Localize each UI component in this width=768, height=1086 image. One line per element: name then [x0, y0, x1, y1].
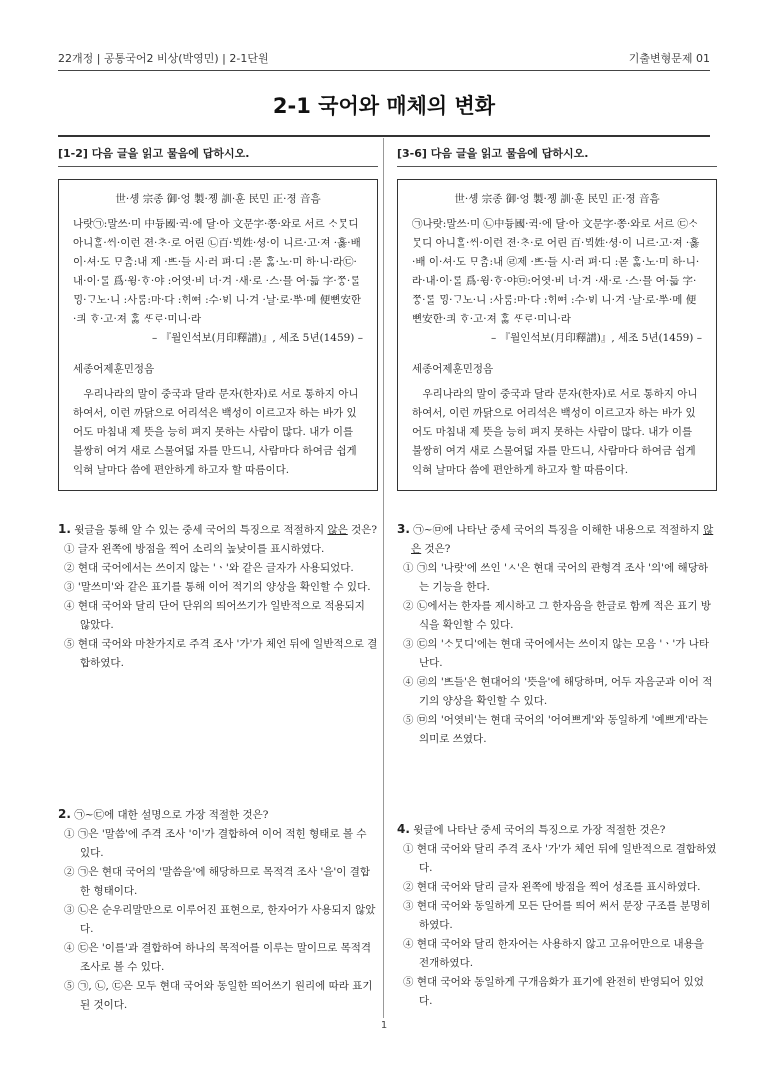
left-modern-body: 우리나라의 말이 중국과 달라 문자(한자)로 서로 통하지 아니하여서, 이런 까닭으로 어리석은 백성이 이르고자 하는 바가 있어도 마침내 제 뜻을 능히 펴지 못하는 사람이 많다. 내가 이를 불쌍히 여겨 새로 스물여덟 자를 만드니, 사람마다 하여금 쉽게 익혀 날마다 씀에 편안하게 하고자 할 따름이다.	[73, 388, 359, 476]
question-4-stem-text: 윗글에 나타난 중세 국어의 특징으로 가장 적절한 것은?	[413, 824, 666, 836]
question-2	[58, 805, 378, 1015]
right-modern-body: 우리나라의 말이 중국과 달라 문자(한자)로 서로 통하지 아니하여서, 이런 까닭으로 어리석은 백성이 이르고자 하는 바가 있어도 마침내 제 뜻을 능히 펴지 못하는 사람이 많다. 내가 이를 불쌍히 여겨 새로 스물여덟 자를 만드니, 사람마다 하여금 쉽게 익혀 날마다 씀에 편안하게 하고자 할 따름이다.	[412, 388, 698, 476]
question-3-option[interactable]: ① ㉠의 '나랏'에 쓰인 'ㅅ'은 현대 국어의 관형격 조사 '의'에 해당하는 기능을 한다.	[403, 562, 708, 593]
question-4-option[interactable]: ③ 현대 국어와 동일하게 모든 단어를 띄어 써서 문장 구조를 분명히 하였다.	[403, 900, 711, 931]
question-4-option[interactable]: ④ 현대 국어와 달리 한자어는 사용하지 않고 고유어만으로 내용을 전개하였다.	[403, 938, 704, 969]
question-2-stem-text: ㉠~㉢에 대한 설명으로 가장 적절한 것은?	[74, 809, 269, 821]
right-column	[397, 145, 717, 491]
right-passage-title: 世·솅 宗종 御·엉 製·졩 訓·훈 民민 正·졍 音흠	[454, 193, 660, 205]
question-3-option[interactable]: ⑤ ㉤의 '어엿비'는 현대 국어의 '어여쁘게'와 동일하게 '예쁘게'라는 의미로 쓰였다.	[403, 714, 709, 745]
header-rule	[58, 70, 710, 71]
question-3-option[interactable]: ④ ㉣의 'ᄠᅳ들'은 현대어의 '뜻을'에 해당하며, 어두 자음군과 이어 적기의 양상을 확인할 수 있다.	[403, 676, 713, 707]
question-3-number: 3.	[397, 522, 410, 536]
right-passage-body: ㉠나랏:말쓰·미 ㉡中듕國·귁·에 달·아 文문字·쫑·와로 서르 ㉢ᄉᆞᄆᆞᆺ디 아니ᄒᆞᆯ·ᄊᆡ·이런 젼·ᄎᆞ·로 어린 百·ᄇᆡᆨ姓·셩·이 니르·고·져 ·홇·배 이·셔·도 ᄆᆞᄎᆞᆷ:내 ㉣제 ·ᄠᅳ·들 시·러 펴·디 :몯 ᄒᆞᇙ·노·미 하·니·라·내·이·ᄅᆞᆯ 爲·윙·ᄒᆞ·야㉤:어엿·비 너·겨 ·새·로 ·스·믈 여·듧 字·ᄍᆞᆼ·ᄅᆞᆯ ᄆᆡᆼ·ᄀᆞ노·니 :사ᄅᆞᆷ:마·다 :ᄒᆡᅇᅧ :수·ᄫᅵ 니·겨 ·날·로·ᄡᅮ·메 便뼌安ᅙᅡᆫ·킈 ᄒᆞ·고·져 ᄒᆞᇙ ᄯᆞᄅᆞ·미니·라	[412, 218, 700, 325]
question-2-number: 2.	[58, 807, 71, 821]
left-column	[58, 145, 378, 491]
column-divider	[383, 138, 384, 1018]
question-4-option[interactable]: ⑤ 현대 국어와 동일하게 구개음화가 표기에 완전히 반영되어 있었다.	[403, 976, 704, 1007]
right-passage-box	[397, 179, 717, 491]
question-1-option[interactable]: ③ '말쓰미'와 같은 표기를 통해 이어 적기의 양상을 확인할 수 있다.	[64, 581, 371, 593]
left-passage-body: 나랏㉠:말쓰·미 中듕國·귁·에 달·아 文문字·쫑·와로 서르 ᄉᆞᄆᆞᆺ디 아니ᄒᆞᆯ·ᄊᆡ·이런 젼·ᄎᆞ·로 어린 ㉡百·ᄇᆡᆨ姓·셩·이 니르·고·져 ·홇·배 이·셔·도 ᄆᆞᄎᆞᆷ:내 제 ·ᄠᅳ·들 시·러 펴·디 :몯 ᄒᆞᇙ·노·미 하·니·라㉢·내·이·ᄅᆞᆯ 爲·윙·ᄒᆞ·야 :어엿·비 너·겨 ·새·로 ·스·믈 여·듧 字·ᄍᆞᆼ·ᄅᆞᆯ ᄆᆡᆼ·ᄀᆞ노·니 :사ᄅᆞᆷ:마·다 :ᄒᆡᅇᅧ :수·ᄫᅵ 니·겨 ·날·로·ᄡᅮ·메 便뼌安ᅙᅡᆫ·킈 ᄒᆞ·고·져 ᄒᆞᇙ ᄯᆞᄅᆞ·미니·라	[73, 218, 362, 325]
question-1-option[interactable]: ④ 현대 국어와 달리 단어 단위의 띄어쓰기가 일반적으로 적용되지 않았다.	[64, 600, 365, 631]
question-1-option[interactable]: ① 글자 왼쪽에 방점을 찍어 소리의 높낮이를 표시하였다.	[64, 543, 325, 555]
question-2-stem	[58, 805, 378, 825]
question-2-option[interactable]: ② ㉠은 현대 국어의 '말씀을'에 해당하므로 목적격 조사 '을'이 결합한 형태이다.	[64, 866, 371, 897]
question-4-option[interactable]: ② 현대 국어와 달리 글자 왼쪽에 방점을 찍어 성조를 표시하였다.	[403, 881, 701, 893]
question-1	[58, 520, 378, 673]
question-1-stem-a: 윗글을 통해 알 수 있는 중세 국어의 특징으로 적절하지	[74, 524, 328, 536]
question-3-stem-underline: 않은	[411, 524, 714, 555]
page-title: 2-1 국어와 매체의 변화	[272, 94, 496, 118]
header-right: 기출변형문제 01	[628, 52, 710, 65]
question-3-stem-a: ㉠~㉤에 나타난 중세 국어의 특징을 이해한 내용으로 적절하지	[413, 524, 704, 536]
question-1-stem-underline: 않은	[327, 524, 348, 536]
question-1-stem	[58, 520, 378, 540]
right-modern-title: 세종어제훈민정음	[412, 363, 494, 375]
question-1-number: 1.	[58, 522, 71, 536]
right-passage-source: – 『월인석보(月印釋譜)』, 세조 5년(1459) –	[491, 332, 702, 344]
question-4-option[interactable]: ① 현대 국어와 달리 주격 조사 '가'가 체언 뒤에 일반적으로 결합하였다.	[403, 843, 717, 874]
question-1-option[interactable]: ② 현대 국어에서는 쓰이지 않는 'ㆍ'와 같은 글자가 사용되었다.	[64, 562, 354, 574]
question-2-option[interactable]: ① ㉠은 '말씀'에 주격 조사 '이'가 결합하여 이어 적힌 형태로 볼 수 있다.	[64, 828, 367, 859]
question-3-option[interactable]: ③ ㉢의 'ᄉᆞᄆᆞᆺ디'에는 현대 국어에서는 쓰이지 않는 모음 'ㆍ'가 나타난다.	[403, 638, 710, 669]
question-4-number: 4.	[397, 822, 410, 836]
left-instruction: [1-2] 다음 글을 읽고 물음에 답하시오.	[58, 145, 378, 167]
left-passage-title: 世·솅 宗종 御·엉 製·졩 訓·훈 民민 正·졍 音흠	[115, 193, 321, 205]
question-3	[397, 520, 717, 749]
left-passage-source: – 『월인석보(月印釋譜)』, 세조 5년(1459) –	[152, 332, 363, 344]
question-3-stem	[397, 520, 717, 559]
question-3-stem-b: 것은?	[421, 543, 451, 555]
question-1-option[interactable]: ⑤ 현대 국어와 마찬가지로 주격 조사 '가'가 체언 뒤에 일반적으로 결합하였다.	[64, 638, 378, 669]
left-modern-title: 세종어제훈민정음	[73, 363, 155, 375]
question-4	[397, 820, 717, 1011]
right-instruction: [3-6] 다음 글을 읽고 물음에 답하시오.	[397, 145, 717, 167]
question-1-stem-b: 것은?	[347, 524, 378, 536]
question-2-option[interactable]: ③ ㉡은 순우리말만으로 이루어진 표현으로, 한자어가 사용되지 않았다.	[64, 904, 376, 935]
question-2-option[interactable]: ④ ㉢은 '이를'과 결합하여 하나의 목적어를 이루는 말이므로 목적격 조사로 볼 수 있다.	[64, 942, 372, 973]
page-number: 1	[380, 1020, 388, 1031]
title-rule	[58, 135, 710, 137]
question-4-stem	[397, 820, 717, 840]
header-left: 22개정 | 공통국어2 비상(박영민) | 2-1단원	[58, 52, 269, 65]
left-passage-box	[58, 179, 378, 491]
question-2-option[interactable]: ⑤ ㉠, ㉡, ㉢은 모두 현대 국어와 동일한 띄어쓰기 원리에 따라 표기된 것이다.	[64, 980, 373, 1011]
question-3-option[interactable]: ② ㉡에서는 한자를 제시하고 그 한자음을 한글로 함께 적은 표기 방식을 확인할 수 있다.	[403, 600, 711, 631]
page-header	[58, 50, 710, 68]
